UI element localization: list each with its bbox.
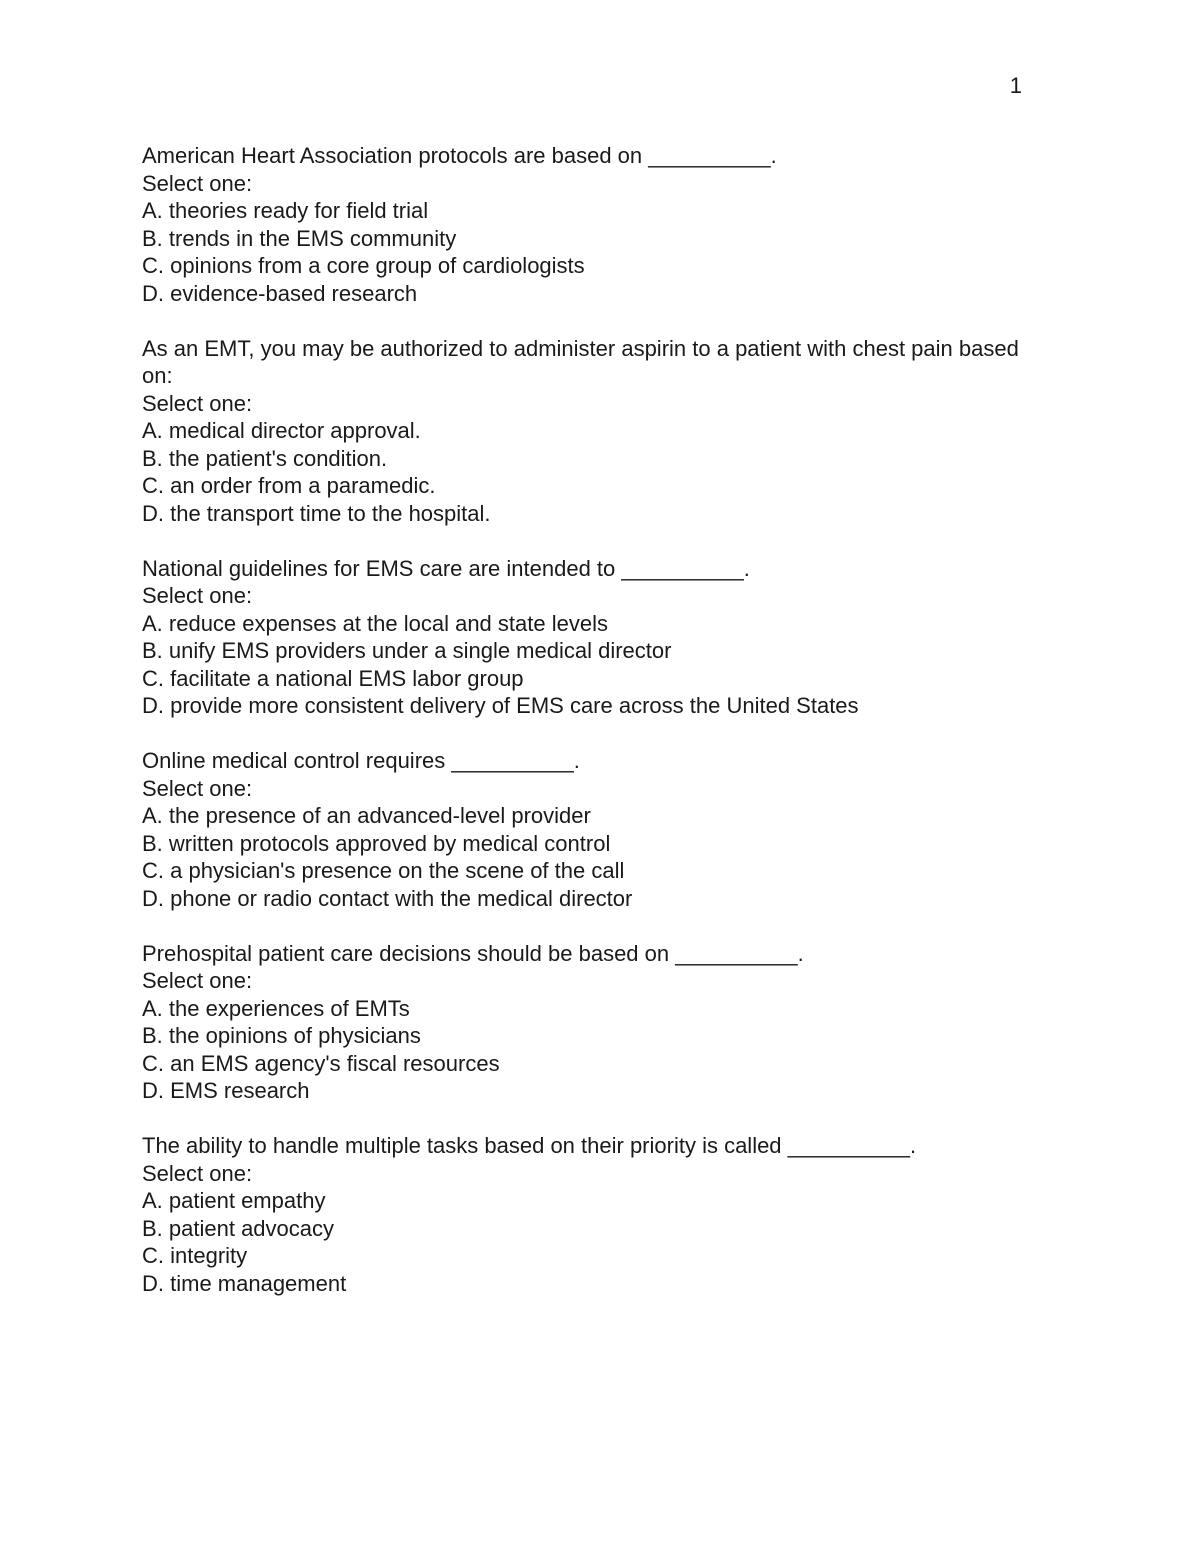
select-prompt: Select one: [142, 1160, 253, 1186]
option-d: D. evidence-based research [142, 280, 418, 306]
question-2 [142, 335, 1042, 528]
question-stem: Prehospital patient care decisions should be based on __________. [142, 940, 804, 966]
question-3 [142, 555, 1042, 720]
option-a: A. theories ready for field trial [142, 198, 429, 223]
option-a: A. the experiences of EMTs [142, 995, 410, 1021]
select-prompt: Select one: [142, 170, 253, 196]
option-d: D. time management [142, 1270, 347, 1296]
question-stem: The ability to handle multiple tasks based on their priority is called __________. [142, 1133, 917, 1158]
option-c: C. an EMS agency's fiscal resources [142, 1050, 500, 1076]
option-d: D. the transport time to the hospital. [142, 500, 491, 526]
select-prompt: Select one: [142, 968, 253, 993]
question-5 [142, 940, 1042, 1105]
select-prompt: Select one: [142, 775, 253, 801]
question-stem: American Heart Association protocols are based on __________. [142, 143, 777, 168]
question-4 [142, 747, 1042, 912]
question-6 [142, 1132, 1042, 1297]
question-stem: National guidelines for EMS care are intended to __________. [142, 555, 750, 581]
option-b: B. the patient's condition. [142, 445, 388, 471]
option-c: C. facilitate a national EMS labor group [142, 665, 524, 691]
option-b: B. unify EMS providers under a single medical director [142, 638, 672, 663]
option-b: B. the opinions of physicians [142, 1023, 421, 1048]
option-d: D. EMS research [142, 1078, 310, 1103]
option-c: C. integrity [142, 1243, 248, 1268]
question-list [142, 142, 1042, 1325]
option-a: A. the presence of an advanced-level provider [142, 803, 591, 828]
option-d: D. provide more consistent delivery of EMS care across the United States [142, 693, 859, 718]
question-stem: As an EMT, you may be authorized to administer aspirin to a patient with chest pain based on: [142, 335, 1025, 388]
select-prompt: Select one: [142, 583, 253, 608]
option-a: A. patient empathy [142, 1188, 326, 1213]
option-b: B. patient advocacy [142, 1215, 335, 1241]
option-b: B. written protocols approved by medical control [142, 830, 611, 856]
select-prompt: Select one: [142, 390, 253, 416]
option-d: D. phone or radio contact with the medical director [142, 885, 633, 911]
question-stem: Online medical control requires __________. [142, 748, 580, 773]
page-number: 1 [1009, 73, 1022, 98]
option-c: C. opinions from a core group of cardiologists [142, 253, 585, 278]
option-b: B. trends in the EMS community [142, 225, 457, 251]
option-a: A. medical director approval. [142, 418, 421, 443]
option-c: C. a physician's presence on the scene of the call [142, 858, 625, 883]
option-c: C. an order from a paramedic. [142, 473, 436, 498]
question-1 [142, 142, 1042, 307]
option-a: A. reduce expenses at the local and state levels [142, 610, 608, 636]
